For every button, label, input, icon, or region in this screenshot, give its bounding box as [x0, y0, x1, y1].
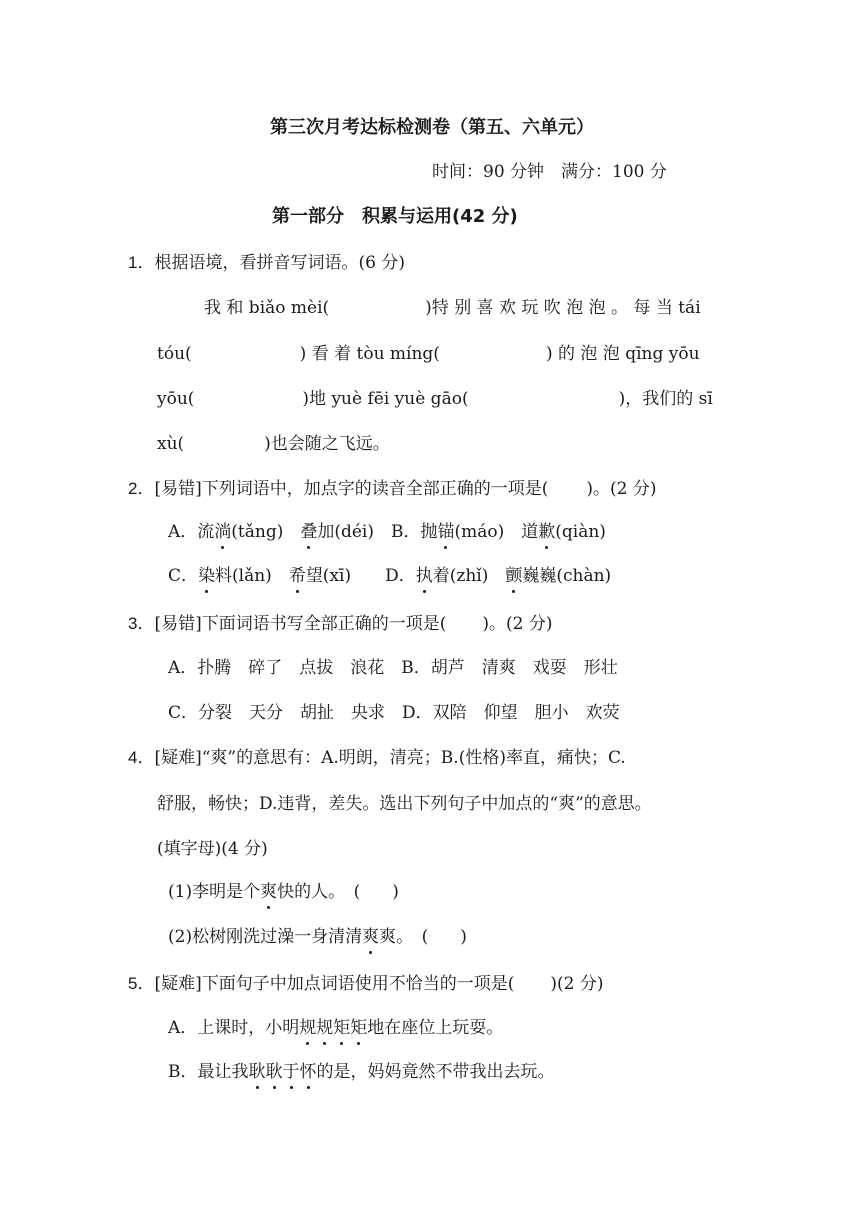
- dotted-char: 规: [299, 1018, 317, 1038]
- text-segment: (qiàn): [555, 522, 606, 542]
- dotted-char: 执: [415, 566, 433, 586]
- question-1-stem: [128, 251, 405, 275]
- question-1-line-3: [157, 387, 713, 411]
- text-segment: tóu(: [157, 344, 192, 364]
- section-heading: 第一部分 积累与运用(42 分): [272, 206, 518, 227]
- question-4-stem-line-2: 舒服，畅快；D.违背，差失。选出下列句子中加点的“爽”的意思。: [157, 794, 652, 814]
- dotted-char: 耿: [265, 1062, 283, 1082]
- question-number: 5．: [128, 974, 155, 993]
- time-score-info: 时间：90 分钟 满分：100 分: [432, 162, 667, 182]
- text-segment: C．: [168, 566, 199, 586]
- dotted-char: 淌: [214, 522, 232, 542]
- text-segment: A．流: [168, 522, 215, 542]
- text-segment: ) 看 着 tòu míng(: [299, 344, 440, 364]
- question-2-options-cd: [168, 564, 611, 588]
- dotted-char: 歉: [538, 522, 556, 542]
- question-text: )。(2 分): [482, 614, 553, 634]
- question-5-option-a: [168, 1016, 503, 1040]
- question-text: 根据语境，看拼音写词语。(6 分): [154, 253, 405, 273]
- text-segment: (tǎng): [231, 522, 301, 542]
- question-4-sentence-2: [168, 925, 467, 949]
- question-5-stem: [128, 972, 604, 996]
- question-text: [疑难]下面句子中加点词语使用不恰当的一项是(: [154, 974, 515, 994]
- question-1-line-2: [157, 342, 700, 366]
- text-segment: yōu(: [157, 389, 195, 409]
- question-3-options-ab: A．扑腾 碎了 点拔 浪花 B．胡芦 清爽 戏耍 形壮: [168, 658, 618, 678]
- text-segment: 巍巍(chàn): [522, 566, 612, 586]
- dotted-char: 染: [198, 566, 216, 586]
- dotted-char: 颤: [505, 566, 523, 586]
- dotted-char: 规: [316, 1018, 334, 1038]
- text-segment: (2)松树刚洗过澡一身清清: [168, 927, 363, 947]
- question-text: [易错]下列词语中，加点字的读音全部正确的一项是(: [154, 479, 549, 499]
- question-2-stem: [128, 477, 657, 501]
- question-3-options-cd: C．分裂 天分 胡扯 央求 D．双陪 仰望 胆小 欢荧: [168, 703, 620, 723]
- text-segment: )，我们的 sī: [618, 389, 713, 409]
- dotted-char: 锚: [437, 522, 455, 542]
- dotted-char: 耿: [248, 1062, 266, 1082]
- page-title: 第三次月考达标检测卷（第五、六单元）: [270, 117, 594, 138]
- question-text: )(2 分): [550, 974, 604, 994]
- dotted-char: 矩: [350, 1018, 368, 1038]
- text-segment: 望(xī) D．: [305, 566, 416, 586]
- question-1-line-4: [157, 432, 390, 456]
- text-segment: 我 和 biǎo mèi(: [204, 298, 330, 318]
- question-text: [易错]下面词语书写全部正确的一项是(: [154, 614, 447, 634]
- dotted-char: 希: [288, 566, 306, 586]
- question-4-stem-line-3: (填字母)(4 分): [157, 839, 268, 859]
- text-segment: (1)李明是个: [168, 882, 261, 902]
- text-segment: ): [460, 927, 467, 947]
- question-1-line-1: [204, 296, 701, 320]
- dotted-char: 爽: [260, 882, 278, 902]
- dotted-char: 于: [282, 1062, 300, 1082]
- question-text: )。(2 分): [586, 479, 657, 499]
- text-segment: )地 yuè fēi yuè gāo(: [302, 389, 469, 409]
- text-segment: A．上课时，小明: [168, 1018, 300, 1038]
- text-segment: 着(zhǐ): [432, 566, 506, 586]
- dotted-char: 矩: [333, 1018, 351, 1038]
- text-segment: ): [392, 882, 399, 902]
- dotted-char: 怀: [299, 1062, 317, 1082]
- question-5-option-b: [168, 1060, 555, 1084]
- text-segment: 加(déi) B．抛: [317, 522, 438, 542]
- question-3-stem: [128, 612, 553, 636]
- text-segment: xù(: [157, 434, 185, 454]
- dotted-char: 爽: [362, 927, 380, 947]
- question-number: 2．: [128, 479, 155, 498]
- question-4-stem-line-1: [128, 746, 626, 770]
- text-segment: 快的人。 (: [277, 882, 361, 902]
- question-2-options-ab: [168, 520, 606, 544]
- text-segment: 的是，妈妈竟然不带我出去玩。: [316, 1062, 555, 1082]
- text-segment: )也会随之飞远。: [264, 434, 390, 454]
- question-4-sentence-1: [168, 880, 399, 904]
- question-text: [疑难]“爽”的意思有：A.明朗，清亮；B.(性格)率直，痛快；C.: [154, 748, 626, 768]
- question-number: 3．: [128, 614, 155, 633]
- question-number: 1．: [128, 253, 155, 272]
- text-segment: B．最让我: [168, 1062, 249, 1082]
- text-segment: 地在座位上玩耍。: [367, 1018, 504, 1038]
- text-segment: (máo) 道: [454, 522, 539, 542]
- dotted-char: 叠: [300, 522, 318, 542]
- text-segment: ) 的 泡 泡 qīng yōu: [545, 344, 700, 364]
- question-number: 4．: [128, 748, 155, 767]
- text-segment: 料(lǎn): [215, 566, 289, 586]
- text-segment: 爽。 (: [379, 927, 429, 947]
- text-segment: )特 别 喜 欢 玩 吹 泡 泡 。 每 当 tái: [425, 298, 701, 318]
